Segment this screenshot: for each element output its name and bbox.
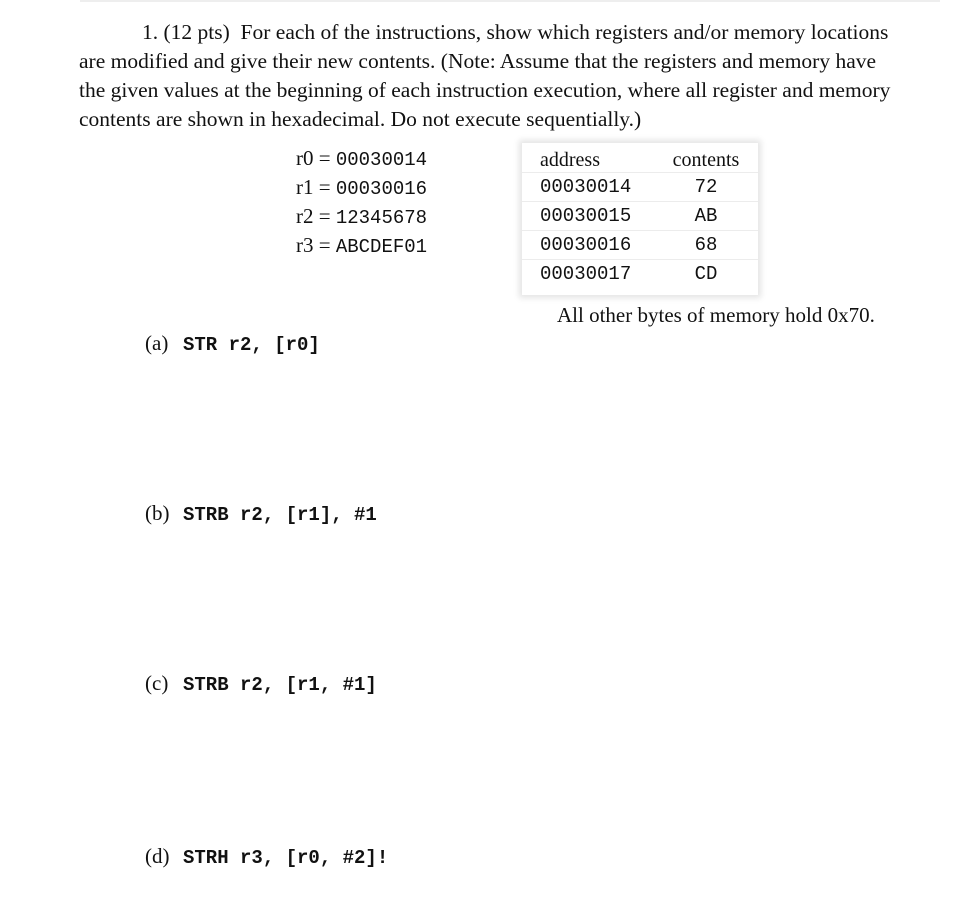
contents-header: contents: [672, 149, 740, 171]
part-d: [145, 842, 388, 872]
part-b: [145, 499, 377, 529]
memory-address: 00030016: [540, 234, 632, 256]
memory-address: 00030017: [540, 263, 632, 285]
register-value: 00030016: [335, 178, 428, 200]
part-instruction: STR r2, [r0]: [183, 334, 320, 356]
part-instruction: STRB r2, [r1], #1: [183, 504, 377, 526]
register-value: 12345678: [335, 207, 428, 229]
register-value: 00030014: [335, 149, 428, 171]
part-c: [145, 669, 377, 699]
register-eq: =: [318, 233, 331, 257]
register-eq: =: [318, 175, 331, 199]
question-line1: For each of the instructions, show which registers and/or memory locations: [240, 20, 889, 44]
register-name: r2: [296, 204, 314, 228]
memory-note: All other bytes of memory hold 0x70.: [557, 303, 875, 327]
part-label: (d): [145, 844, 170, 868]
question-line-4: contents are shown in hexadecimal. Do not execute sequentially.): [79, 107, 642, 131]
part-label: (a): [145, 331, 169, 355]
register-name: r3: [296, 233, 314, 257]
part-label: (b): [145, 501, 170, 525]
question-number: 1.: [142, 20, 159, 44]
register-name: r0: [296, 146, 314, 170]
part-a: [145, 329, 320, 359]
memory-contents: CD: [694, 263, 718, 285]
memory-table: [522, 143, 758, 295]
register-eq: =: [318, 146, 331, 170]
part-instruction: STRH r3, [r0, #2]!: [183, 847, 389, 869]
memory-row: [522, 201, 758, 230]
memory-row: [522, 230, 758, 259]
question-text: [79, 18, 949, 134]
question-line-3: the given values at the beginning of each instruction execution, where all register and memory: [79, 78, 891, 102]
register-r0: [296, 145, 427, 173]
register-eq: =: [318, 204, 331, 228]
register-r3: [296, 232, 427, 260]
question-points: (12 pts): [163, 20, 230, 44]
memory-row: [522, 172, 758, 201]
memory-contents: 72: [694, 176, 718, 198]
memory-contents: 68: [694, 234, 718, 256]
part-instruction: STRB r2, [r1, #1]: [183, 674, 377, 696]
register-value: ABCDEF01: [335, 236, 428, 258]
address-header: address: [540, 149, 600, 171]
memory-row: [522, 259, 758, 288]
register-name: r1: [296, 175, 314, 199]
question-line-2: are modified and give their new contents. (Note: Assume that the registers and memory have: [79, 49, 877, 73]
memory-address: 00030014: [540, 176, 632, 198]
top-rule: [80, 0, 940, 2]
part-label: (c): [145, 671, 169, 695]
question-line-1: [79, 18, 949, 47]
memory-contents: AB: [694, 205, 718, 227]
memory-header-row: [522, 146, 758, 174]
memory-address: 00030015: [540, 205, 632, 227]
register-r2: [296, 203, 427, 231]
register-r1: [296, 174, 427, 202]
